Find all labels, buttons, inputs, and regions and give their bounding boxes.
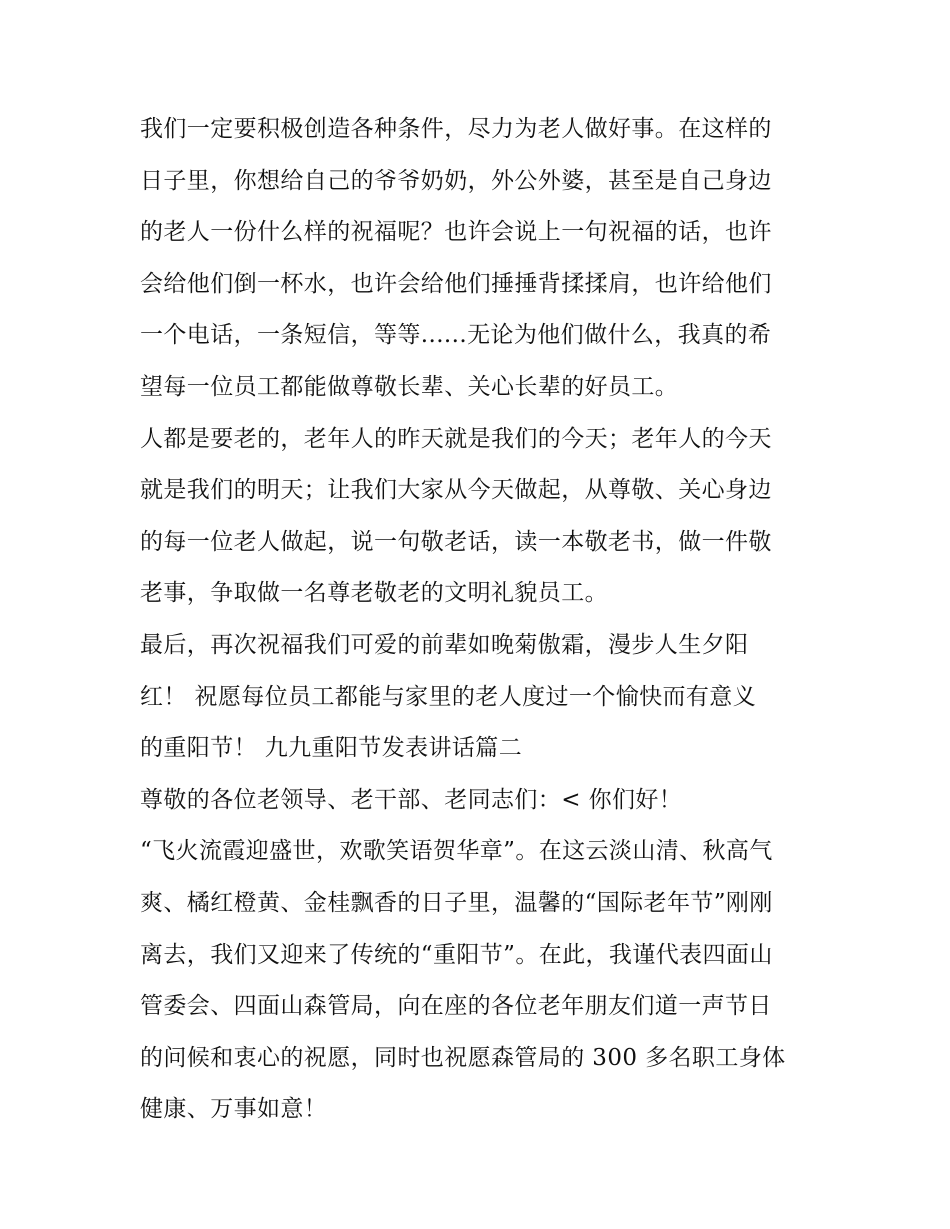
text-line: 会给他们倒一杯水，也许会给他们捶捶背揉揉肩，也许给他们 — [140, 270, 772, 297]
text-line: 健康、万事如意！ — [140, 1096, 328, 1123]
text-line: 老事，争取做一名尊老敬老的文明礼貌员工。 — [140, 580, 608, 607]
text-line: 望每一位员工都能做尊敬长辈、关心长辈的好员工。 — [140, 373, 679, 400]
text-line: 爽、橘红橙黄、金桂飘香的日子里，温馨的“国际老年节”刚刚 — [140, 889, 773, 916]
text-line: 尊敬的各位老领导、老干部、老同志们：< 你们好！ — [140, 786, 683, 813]
text-line: 我们一定要积极创造各种条件，尽力为老人做好事。在这样的 — [140, 116, 772, 142]
text-line: 人都是要老的，老年人的昨天就是我们的今天；老年人的今天 — [140, 425, 772, 452]
text-line: 管委会、四面山森管局，向在座的各位老年朋友们道一声节日 — [140, 993, 772, 1020]
text-line: 的每一位老人做起，说一句敬老话，读一本敬老书，做一件敬 — [140, 528, 772, 555]
text-line: 离去，我们又迎来了传统的“重阳节”。在此，我谨代表四面山 — [140, 941, 773, 968]
text-line: 一个电话，一条短信，等等......无论为他们做什么，我真的希 — [140, 322, 772, 349]
text-line: 的重阳节！ 九九重阳节发表讲话篇二 — [140, 735, 523, 762]
text-line: 最后，再次祝福我们可爱的前辈如晚菊傲霜，漫步人生夕阳 — [140, 631, 749, 658]
text-line: “飞火流霞迎盛世，欢歌笑语贺华章”。在这云淡山清、秋高气 — [140, 838, 773, 865]
text-line: 的老人一份什么样的祝福呢？也许会说上一句祝福的话，也许 — [140, 219, 772, 246]
document-body — [140, 104, 815, 1136]
text-line: 就是我们的明天；让我们大家从今天做起，从尊敬、关心身边 — [140, 477, 772, 504]
text-line: 的问候和衷心的祝愿，同时也祝愿森管局的 300 多名职工身体 — [140, 1044, 786, 1071]
text-line: 日子里，你想给自己的爷爷奶奶，外公外婆，甚至是自己身边 — [140, 167, 772, 194]
text-line: 红！ 祝愿每位员工都能与家里的老人度过一个愉快而有意义 — [140, 683, 757, 710]
